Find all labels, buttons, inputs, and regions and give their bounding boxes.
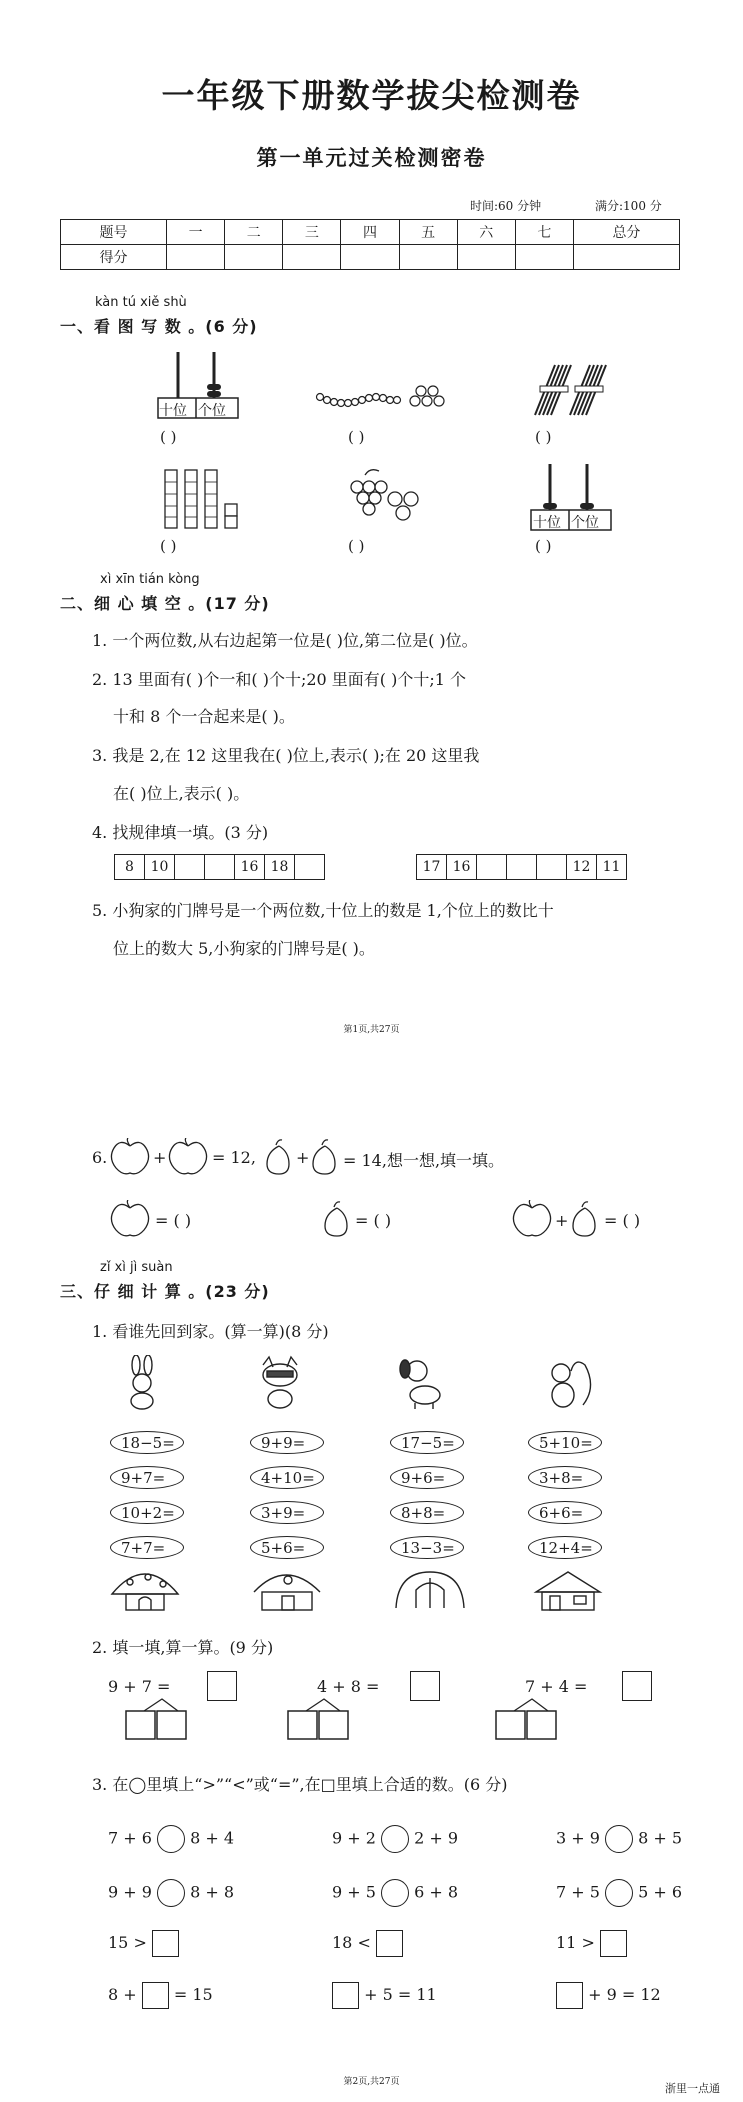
section3-pinyin: zǐ xì jì suàn [100, 1260, 173, 1275]
score-input-cell[interactable] [515, 245, 573, 270]
score-label: 得分 [61, 245, 167, 270]
fill-square[interactable] [600, 1930, 627, 1957]
fill-square[interactable] [142, 1982, 169, 2009]
compare-item: 9 + 5 6 + 8 [332, 1879, 458, 1907]
score-table [60, 219, 680, 270]
score-cell: 四 [341, 220, 399, 245]
equation-oval[interactable]: 4+10= [250, 1466, 324, 1489]
abacus-label-ones: 个位 [198, 403, 226, 419]
answer-square [622, 1671, 652, 1701]
mushroom-house-icon [108, 1568, 183, 1613]
equation-oval[interactable]: 6+6= [528, 1501, 602, 1524]
answer-blank[interactable]: ( ) [535, 537, 552, 555]
compare-circle[interactable] [157, 1825, 185, 1853]
cube-rods-icon [160, 465, 245, 530]
decompose-equation: 9 + 7 = [108, 1677, 171, 1696]
question-2-6-label: 6. [92, 1148, 108, 1167]
fill-item: 18 < [332, 1930, 403, 1957]
score-cell: 一 [167, 220, 225, 245]
sequence-row-2 [416, 854, 627, 880]
compare-item: 7 + 5 5 + 6 [556, 1879, 682, 1907]
grapes-icon [345, 465, 425, 525]
sequence-cell: 18 [265, 854, 295, 880]
question-3-1: 1. 看谁先回到家。(算一算)(8 分) [92, 1322, 329, 1341]
house-icon [530, 1568, 605, 1613]
answer-blank[interactable]: ( ) [160, 428, 177, 446]
split-diagram [286, 1697, 386, 1747]
equation-oval[interactable]: 8+8= [390, 1501, 464, 1524]
equation-oval[interactable]: 7+7= [110, 1536, 184, 1559]
abacus-label-ones: 个位 [571, 515, 599, 531]
compare-circle[interactable] [381, 1825, 409, 1853]
score-input-cell[interactable] [399, 245, 457, 270]
question-2-2b: 十和 8 个一合起来是( )。 [113, 707, 295, 726]
abacus-label-tens: 十位 [533, 515, 561, 531]
compare-item: 9 + 9 8 + 8 [108, 1879, 234, 1907]
section1-title: 一、看 图 写 数 。(6 分) [60, 317, 258, 336]
sequence-cell: 8 [114, 854, 145, 880]
compare-circle[interactable] [381, 1879, 409, 1907]
equation-oval[interactable]: 5+6= [250, 1536, 324, 1559]
score-table-header-row [61, 220, 680, 245]
barn-house-icon [392, 1568, 467, 1613]
full-score: 满分:100 分 [595, 199, 662, 213]
equation-oval[interactable]: 9+9= [250, 1431, 324, 1454]
equation-oval[interactable]: 9+6= [390, 1466, 464, 1489]
equation-result-1: = 12, [212, 1148, 256, 1167]
equation-oval[interactable]: 12+4= [528, 1536, 602, 1559]
stick-bundle-icon [530, 360, 610, 420]
compare-item: 3 + 9 8 + 5 [556, 1825, 682, 1853]
sequence-blank[interactable] [295, 854, 325, 880]
dog-icon [395, 1355, 445, 1410]
sequence-blank[interactable] [205, 854, 235, 880]
sequence-blank[interactable] [507, 854, 537, 880]
beads-icon [315, 385, 450, 420]
equation-oval[interactable]: 10+2= [110, 1501, 184, 1524]
rabbit-icon [120, 1355, 165, 1410]
decompose-equation: 4 + 8 = [317, 1677, 380, 1696]
sequence-cell: 10 [145, 854, 175, 880]
question-3-2: 2. 填一填,算一算。(9 分) [92, 1638, 274, 1657]
abacus-label-tens: 十位 [159, 403, 187, 419]
pear-icon [262, 1138, 296, 1176]
plus-sign: + [296, 1148, 310, 1167]
pear-icon [320, 1200, 354, 1238]
question-2-4: 4. 找规律填一填。(3 分) [92, 823, 269, 842]
score-input-cell[interactable] [225, 245, 283, 270]
fill-square[interactable] [332, 1982, 359, 2009]
time-limit: 时间:60 分钟 [470, 199, 542, 213]
sequence-cell: 11 [597, 854, 627, 880]
paper-subtitle: 第一单元过关检测密卷 [256, 145, 487, 170]
score-cell: 五 [399, 220, 457, 245]
equation-oval[interactable]: 9+7= [110, 1466, 184, 1489]
question-2-2a: 2. 13 里面有( )个一和( )个十;20 里面有( )个十;1 个 [92, 670, 467, 689]
section2-pinyin: xì xīn tián kòng [100, 572, 200, 587]
question-2-3b: 在( )位上,表示( )。 [113, 784, 250, 803]
squirrel-icon [545, 1355, 595, 1413]
score-cell: 题号 [61, 220, 167, 245]
page-footer: 第1页,共27页 [343, 1025, 400, 1035]
score-cell: 三 [283, 220, 341, 245]
plus-sign: + [153, 1148, 167, 1167]
split-diagram [124, 1697, 224, 1747]
fill-square[interactable] [556, 1982, 583, 2009]
sequence-cell: 12 [567, 854, 597, 880]
score-table-score-row [61, 245, 680, 270]
equation-oval[interactable]: 3+8= [528, 1466, 602, 1489]
paper-title: 一年级下册数学拔尖检测卷 [161, 76, 582, 115]
watermark: 浙里一点通 [665, 2082, 720, 2095]
fill-item: + 9 = 12 [556, 1982, 661, 2009]
equation-oval[interactable]: 18−5= [110, 1431, 184, 1454]
sequence-cell: 17 [416, 854, 447, 880]
fill-square[interactable] [376, 1930, 403, 1957]
pear-icon [568, 1200, 602, 1238]
equation-oval[interactable]: 3+9= [250, 1501, 324, 1524]
score-cell: 七 [515, 220, 573, 245]
fill-item: 15 > [108, 1930, 179, 1957]
score-input-cell[interactable] [573, 245, 679, 270]
apple-icon [108, 1138, 152, 1176]
compare-item: 7 + 6 8 + 4 [108, 1825, 234, 1853]
score-input-cell[interactable] [167, 245, 225, 270]
apple-icon [166, 1138, 210, 1176]
section1-pinyin: kàn tú xiě shù [95, 295, 187, 310]
raccoon-icon [255, 1355, 305, 1410]
sequence-blank[interactable] [175, 854, 205, 880]
question-2-5a: 5. 小狗家的门牌号是一个两位数,十位上的数是 1,个位上的数比十 [92, 901, 554, 920]
compare-circle[interactable] [605, 1825, 633, 1853]
answer-blank[interactable]: ( ) [348, 428, 365, 446]
sum-answer[interactable]: = ( ) [604, 1211, 641, 1230]
sequence-cell: 16 [235, 854, 265, 880]
sequence-row-1 [114, 854, 325, 880]
sequence-blank[interactable] [477, 854, 507, 880]
apple-answer[interactable]: = ( ) [155, 1211, 192, 1230]
answer-blank[interactable]: ( ) [535, 428, 552, 446]
page-footer: 第2页,共27页 [343, 2077, 400, 2087]
fill-item: 8 + = 15 [108, 1982, 213, 2009]
equation-result-2: = 14,想一想,填一填。 [343, 1151, 505, 1170]
fill-square[interactable] [152, 1930, 179, 1957]
compare-circle[interactable] [157, 1879, 185, 1907]
question-3-3: 3. 在◯里填上“>”“<”或“=”,在□里填上合适的数。(6 分) [92, 1775, 508, 1794]
apple-icon [510, 1200, 554, 1238]
plus-sign: + [555, 1211, 569, 1230]
answer-square [410, 1671, 440, 1701]
answer-blank[interactable]: ( ) [160, 537, 177, 555]
score-input-cell[interactable] [283, 245, 341, 270]
apple-icon [108, 1200, 152, 1238]
score-input-cell[interactable] [341, 245, 399, 270]
sequence-blank[interactable] [537, 854, 567, 880]
equation-oval[interactable]: 13−3= [390, 1536, 464, 1559]
equation-oval[interactable]: 5+10= [528, 1431, 602, 1454]
answer-blank[interactable]: ( ) [348, 537, 365, 555]
cottage-icon [250, 1568, 325, 1613]
pear-icon [308, 1138, 342, 1176]
compare-item: 9 + 2 2 + 9 [332, 1825, 458, 1853]
section2-title: 二、细 心 填 空 。(17 分) [60, 594, 270, 613]
compare-circle[interactable] [605, 1879, 633, 1907]
score-cell: 六 [457, 220, 515, 245]
fill-item: 11 > [556, 1930, 627, 1957]
question-2-1: 1. 一个两位数,从右边起第一位是( )位,第二位是( )位。 [92, 631, 478, 650]
score-cell: 总分 [573, 220, 679, 245]
question-2-3a: 3. 我是 2,在 12 这里我在( )位上,表示( );在 20 这里我 [92, 746, 480, 765]
score-input-cell[interactable] [457, 245, 515, 270]
question-2-5b: 位上的数大 5,小狗家的门牌号是( )。 [113, 939, 375, 958]
split-diagram [494, 1697, 594, 1747]
decompose-equation: 7 + 4 = [525, 1677, 588, 1696]
sequence-cell: 16 [447, 854, 477, 880]
pear-answer[interactable]: = ( ) [355, 1211, 392, 1230]
fill-item: + 5 = 11 [332, 1982, 437, 2009]
score-cell: 二 [225, 220, 283, 245]
section3-title: 三、仔 细 计 算 。(23 分) [60, 1282, 270, 1301]
equation-oval[interactable]: 17−5= [390, 1431, 464, 1454]
